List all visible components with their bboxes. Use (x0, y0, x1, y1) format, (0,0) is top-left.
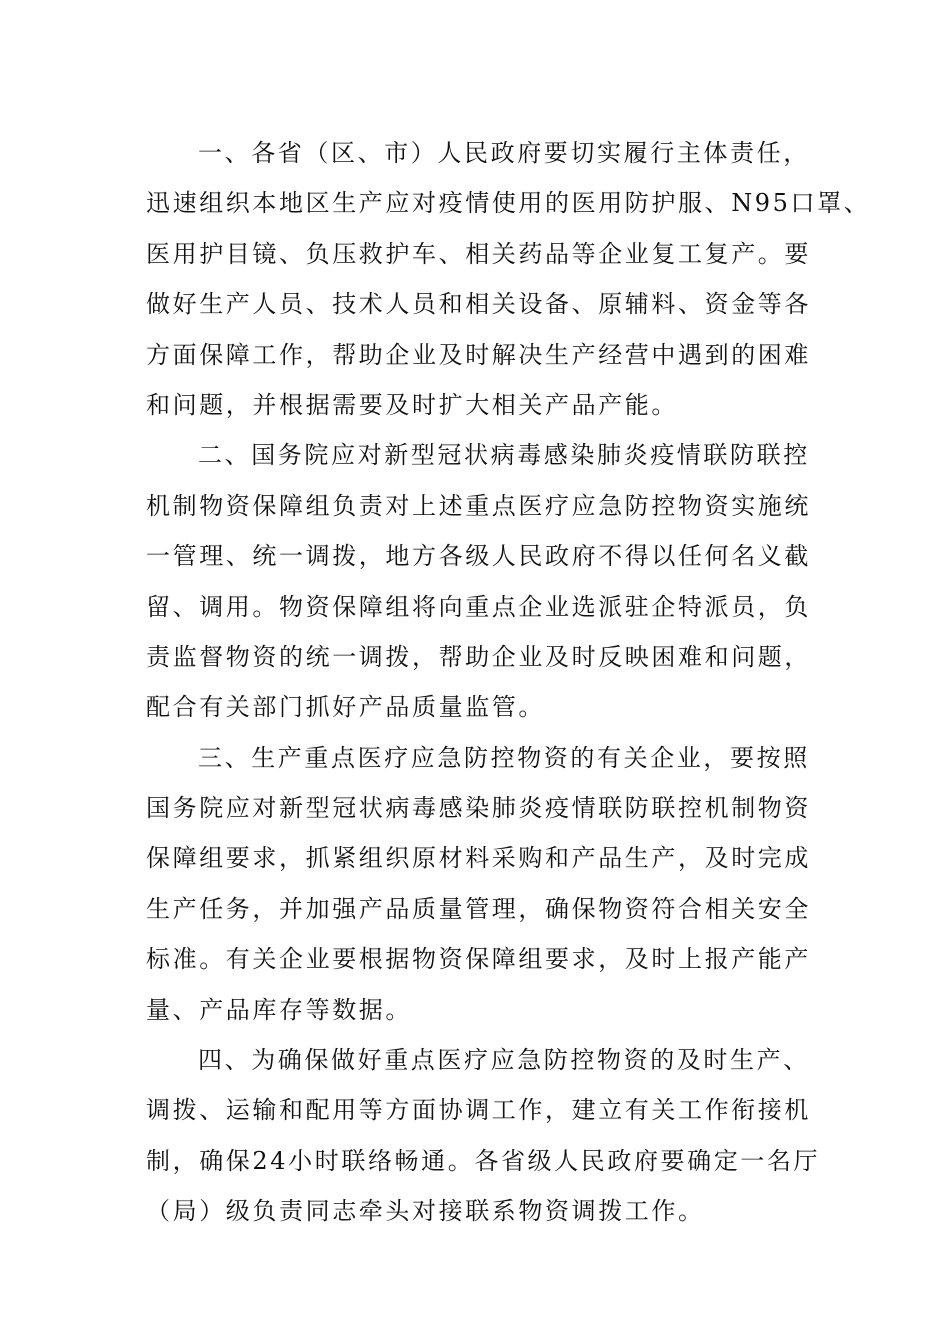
text-line: 留、调用。物资保障组将向重点企业选派驻企特派员，负 (146, 592, 811, 621)
text-line: 调拨、运输和配用等方面协调工作，建立有关工作衔接机 (146, 1096, 811, 1125)
text-line: 迅速组织本地区生产应对疫情使用的医用防护服、N95口罩、 (146, 189, 871, 218)
text-line: 责监督物资的统一调拨，帮助企业及时反映困难和问题， (146, 642, 811, 671)
text-line: 三、生产重点医疗应急防控物资的有关企业，要按照 (198, 743, 810, 772)
paragraph-1 (146, 128, 871, 430)
paragraph-2 (146, 430, 826, 732)
text-line: 医用护目镜、负压救护车、相关药品等企业复工复产。要 (146, 239, 811, 268)
text-line: 二、国务院应对新型冠状病毒感染肺炎疫情联防联控 (198, 441, 810, 470)
text-line: 和问题，并根据需要及时扩大相关产品产能。 (146, 390, 678, 419)
text-line: 保障组要求，抓紧组织原材料采购和产品生产，及时完成 (146, 844, 811, 873)
text-line: 一管理、统一调拨，地方各级人民政府不得以任何名义截 (146, 542, 811, 571)
text-line: 制，确保24小时联络畅通。各省级人民政府要确定一名厅 (146, 1146, 821, 1175)
text-line: 一、各省（区、市）人民政府要切实履行主体责任， (198, 139, 810, 167)
text-line: 国务院应对新型冠状病毒感染肺炎疫情联防联控机制物资 (146, 794, 811, 823)
text-line: 机制物资保障组负责对上述重点医疗应急防控物资实施统 (146, 491, 811, 520)
document-body (146, 128, 871, 1237)
text-line: 四、为确保做好重点医疗应急防控物资的及时生产、 (198, 1046, 810, 1075)
text-line: 标准。有关企业要根据物资保障组要求，及时上报产能产 (146, 945, 811, 974)
paragraph-3 (146, 733, 826, 1035)
text-line: 生产任务，并加强产品质量管理，确保物资符合相关安全 (146, 894, 811, 923)
text-line: 量、产品库存等数据。 (146, 995, 412, 1024)
text-line: 做好生产人员、技术人员和相关设备、原辅料、资金等各 (146, 290, 811, 319)
text-line: （局）级负责同志牵头对接联系物资调拨工作。 (146, 1197, 705, 1226)
text-line: 配合有关部门抓好产品质量监管。 (146, 693, 545, 722)
text-line: 方面保障工作，帮助企业及时解决生产经营中遇到的困难 (146, 340, 811, 369)
paragraph-4 (146, 1035, 826, 1237)
